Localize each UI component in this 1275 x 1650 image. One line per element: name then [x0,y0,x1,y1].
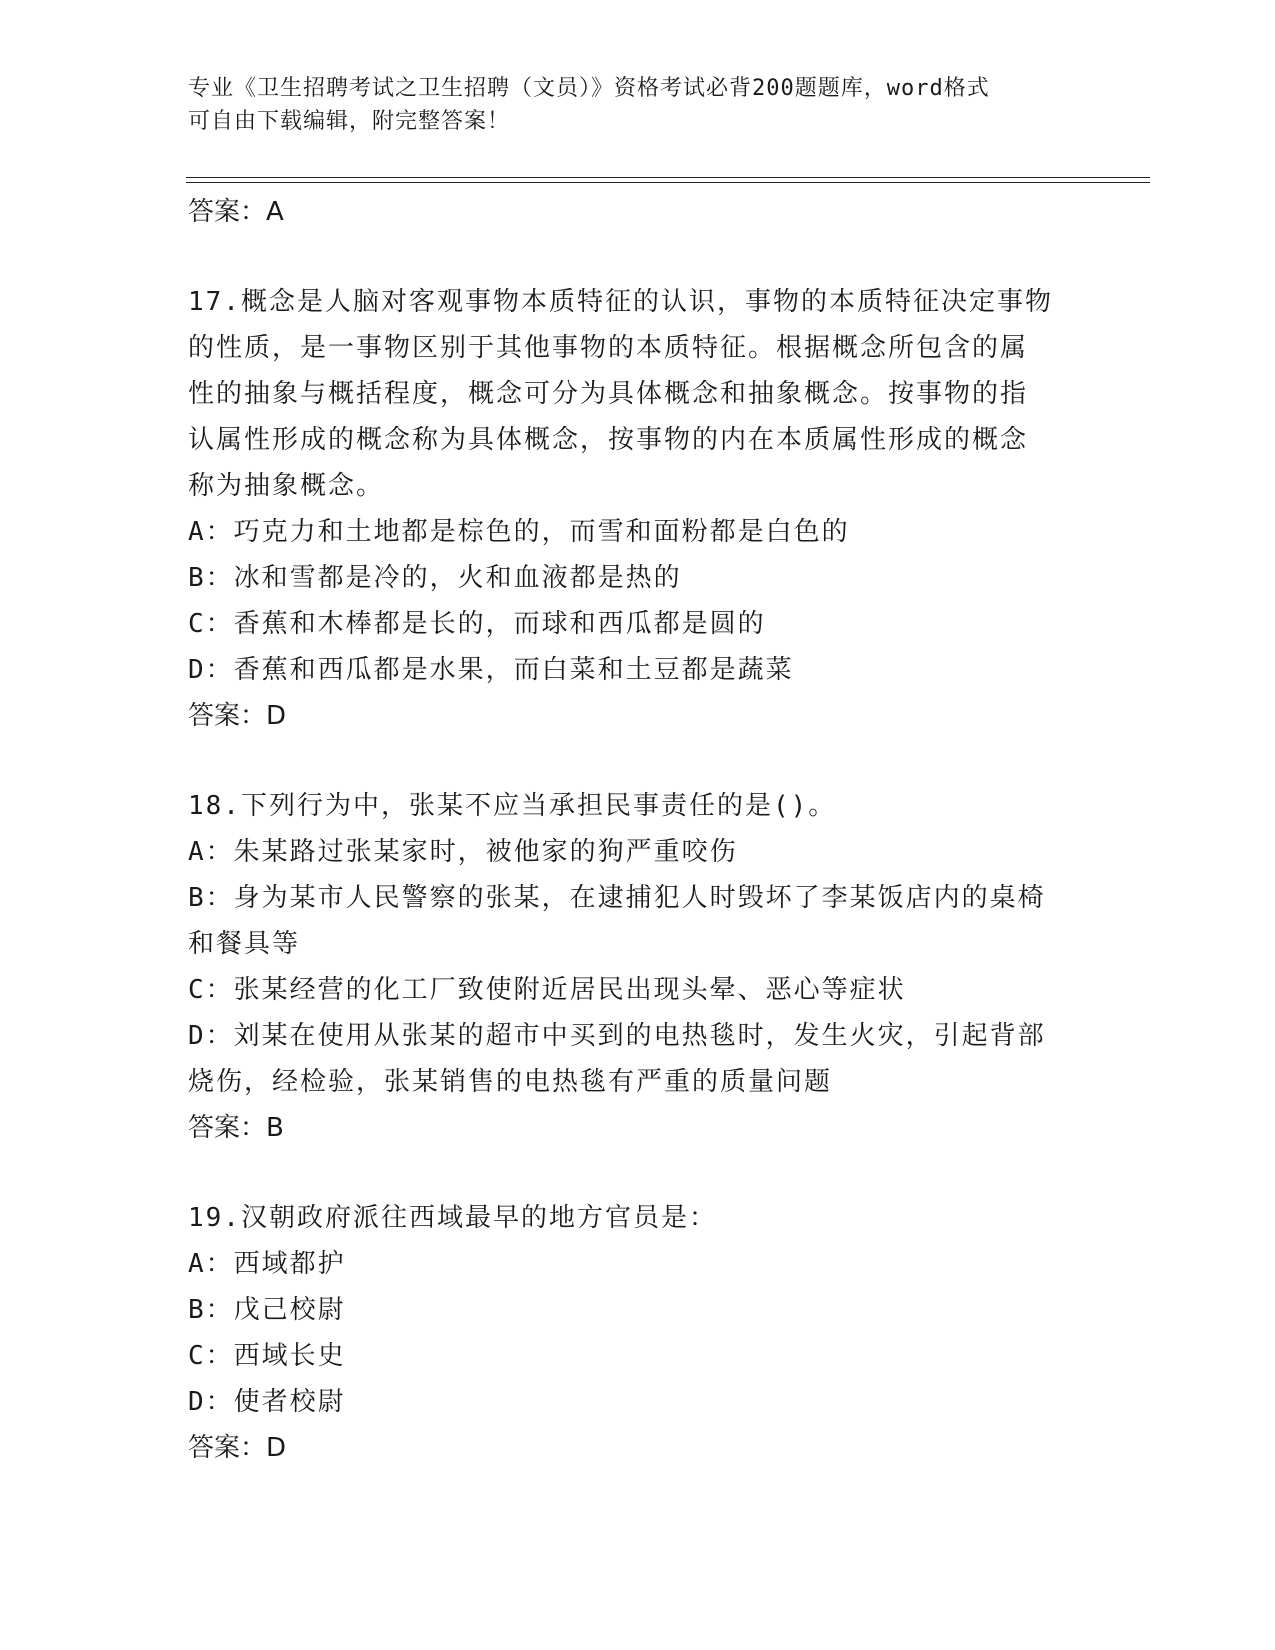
question-text-line: 19.汉朝政府派往西域最早的地方官员是： [188,1203,717,1233]
document-header [188,72,1068,138]
option-b: B：身为某市人民警察的张某，在逮捕犯人时毁坏了李某饭店内的桌椅 [188,883,1046,913]
question-content [188,189,1088,1471]
question-text-line: 17.概念是人脑对客观事物本质特征的认识，事物的本质特征决定事物 [188,287,1053,317]
option-a: A：巧克力和土地都是棕色的，而雪和面粉都是白色的 [188,517,850,547]
question-text-line: 18.下列行为中，张某不应当承担民事责任的是()。 [188,791,837,821]
question-text-line: 称为抽象概念。 [188,471,385,501]
question-text-line: 认属性形成的概念称为具体概念，按事物的内在本质属性形成的概念 [188,425,1029,455]
option-d: D：香蕉和西瓜都是水果，而白菜和土豆都是蔬菜 [188,655,794,685]
option-d: D：刘某在使用从张某的超市中买到的电热毯时，发生火灾，引起背部 [188,1021,1046,1051]
question-text-line: 性的抽象与概括程度，概念可分为具体概念和抽象概念。按事物的指 [188,379,1029,409]
option-d-continued: 烧伤，经检验，张某销售的电热毯有严重的质量问题 [188,1067,833,1097]
option-d: D：使者校尉 [188,1387,346,1417]
option-a: A：西域都护 [188,1249,346,1279]
option-c: C：张某经营的化工厂致使附近居民出现头晕、恶心等症状 [188,975,906,1005]
option-a: A：朱某路过张某家时，被他家的狗严重咬伤 [188,837,738,867]
answer-line: 答案：B [188,1113,284,1143]
header-line-2: 可自由下载编辑，附完整答案！ [188,109,511,134]
question-block [188,1195,1088,1471]
answer-line: 答案：D [188,701,287,731]
header-line-1: 专业《卫生招聘考试之卫生招聘（文员）》资格考试必背200题题库，word格式 [188,76,990,101]
option-c: C：西域长史 [188,1341,346,1371]
question-block [188,279,1088,739]
answer-line: 答案：D [188,1433,287,1463]
option-c: C：香蕉和木棒都是长的，而球和西瓜都是圆的 [188,609,766,639]
question-text-line: 的性质，是一事物区别于其他事物的本质特征。根据概念所包含的属 [188,333,1029,363]
question-block [188,783,1088,1151]
header-rule-bottom [186,182,1150,183]
answer-line: 答案：A [188,197,284,227]
option-b: B：冰和雪都是冷的，火和血液都是热的 [188,563,682,593]
option-b-continued: 和餐具等 [188,929,301,959]
option-b: B：戊己校尉 [188,1295,346,1325]
header-rule-top [186,177,1150,178]
